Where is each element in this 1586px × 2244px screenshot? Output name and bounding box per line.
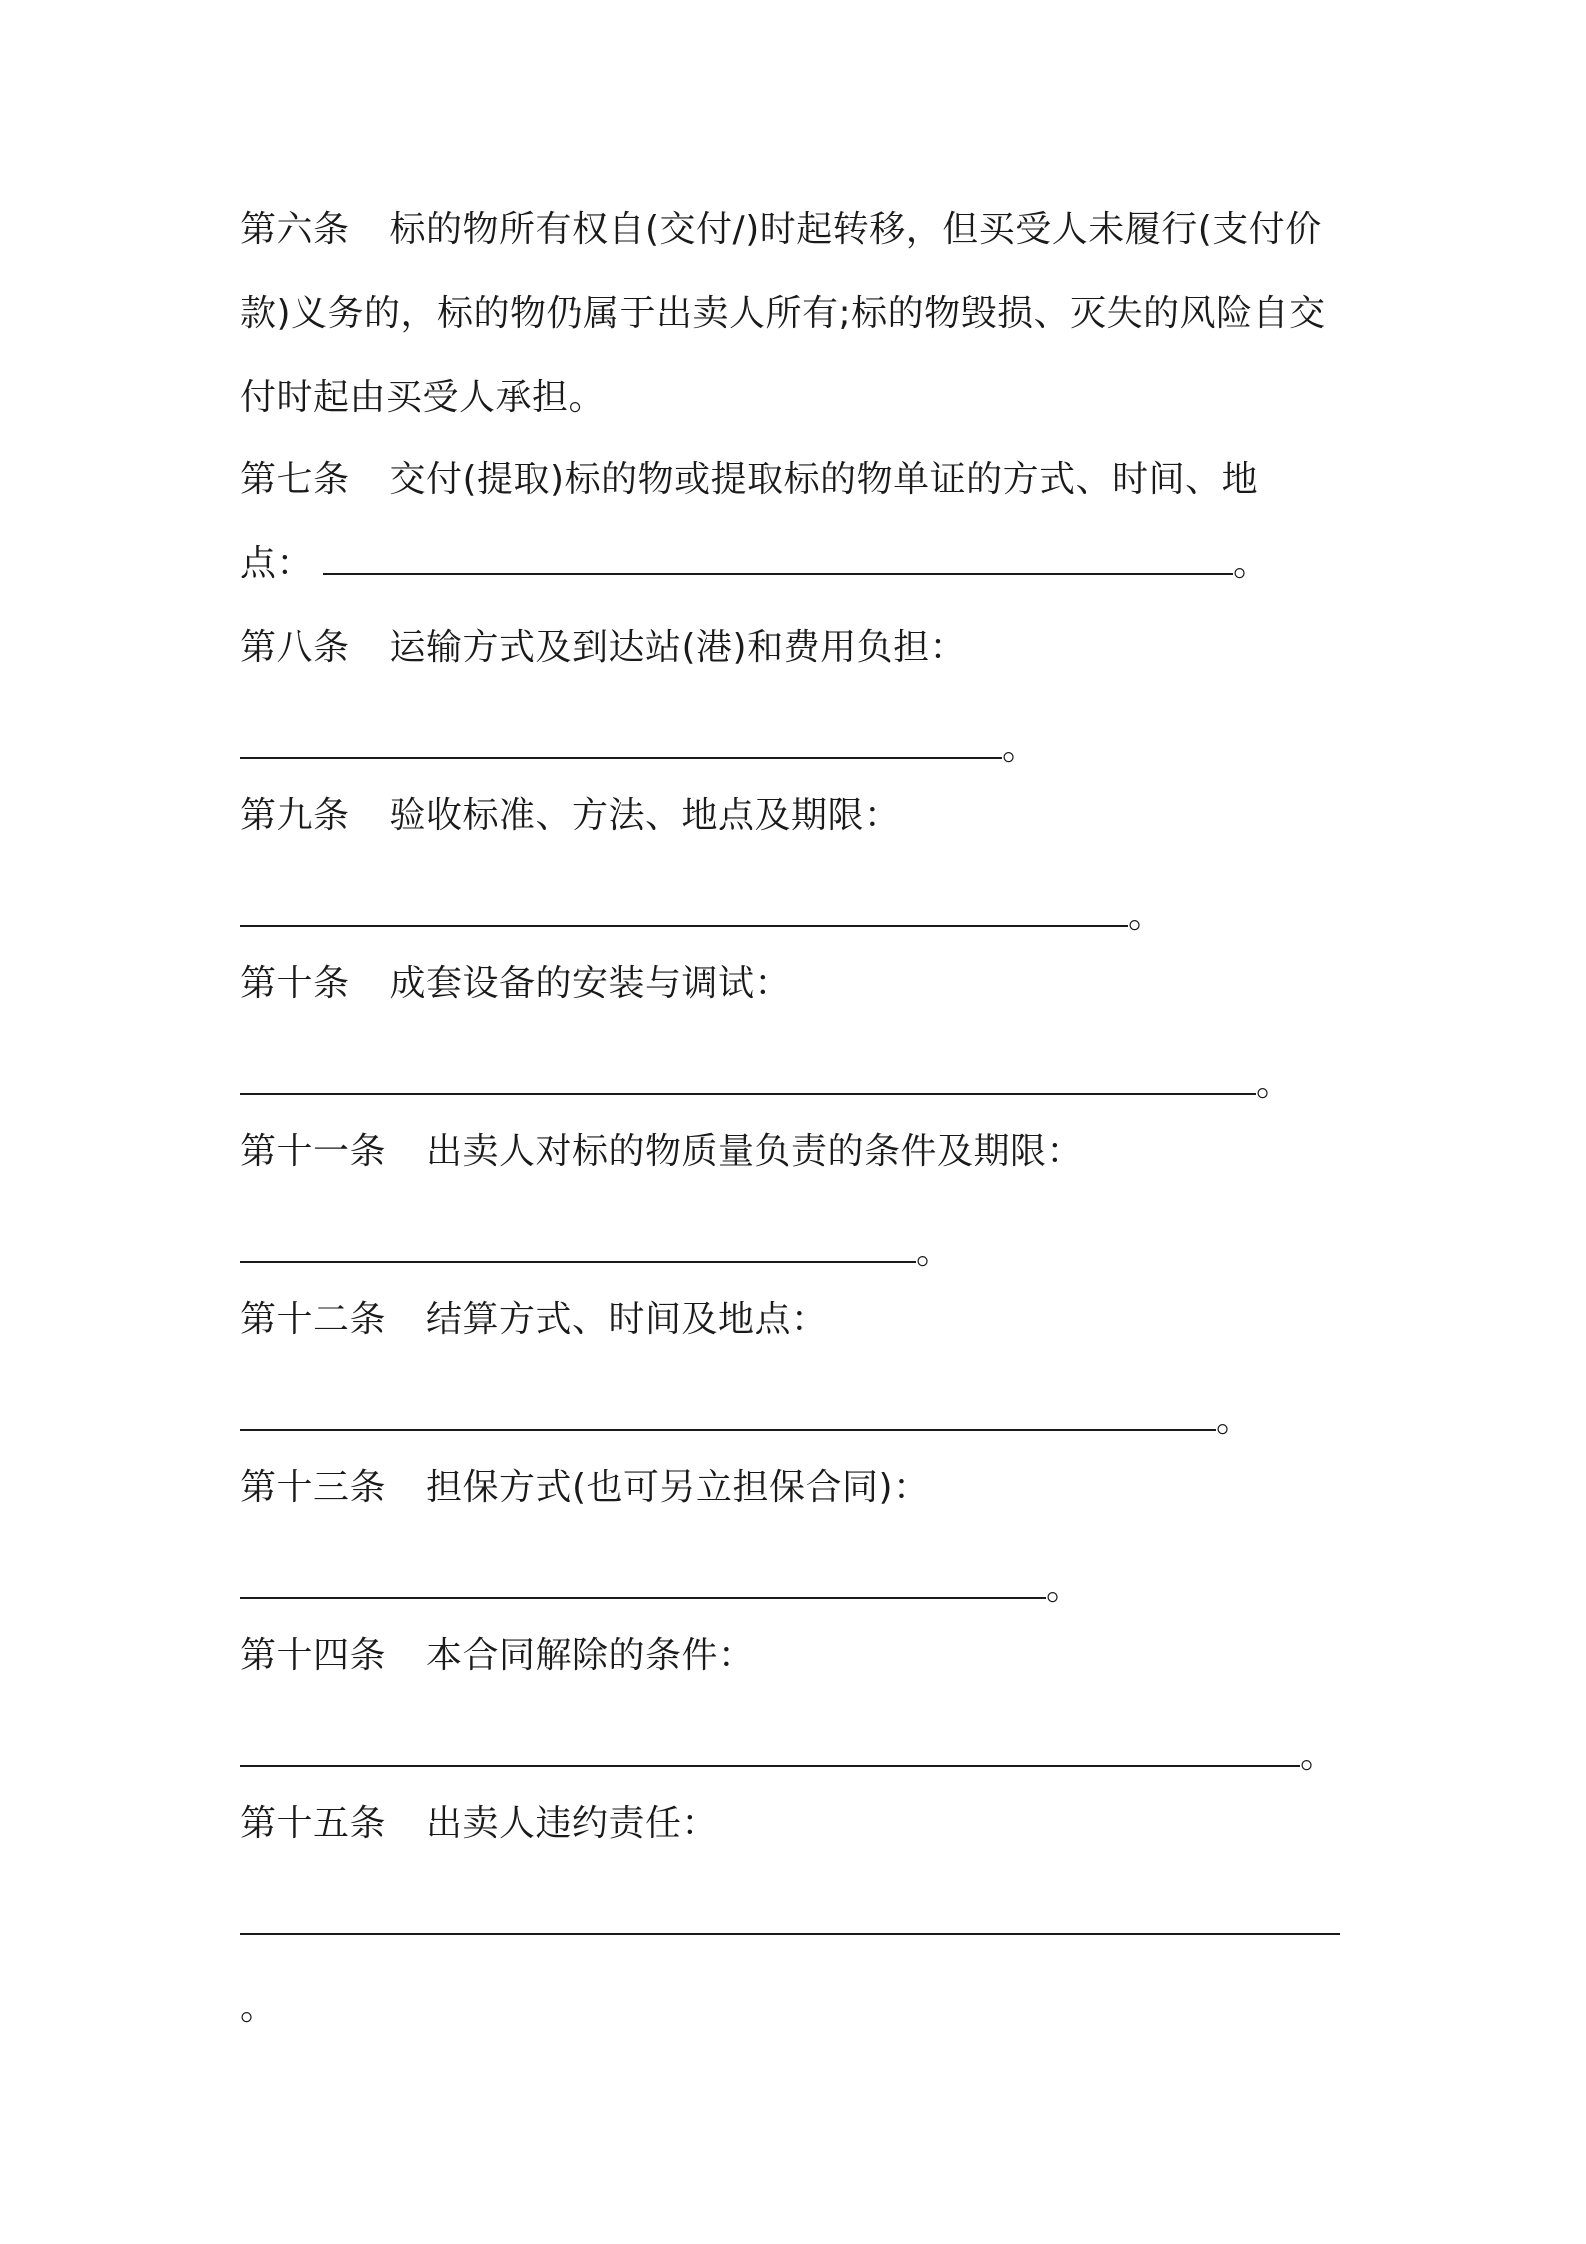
- clause-14: [240, 1614, 755, 1698]
- clause-number: 第七条: [240, 459, 350, 500]
- clause-7: [240, 438, 1258, 522]
- clause-15: [240, 1782, 718, 1866]
- clause-number: 第十一条: [240, 1131, 387, 1172]
- fill-blank[interactable]: [240, 875, 1128, 927]
- clause-number: 第十二条: [240, 1299, 387, 1340]
- clause-9: [240, 774, 901, 858]
- end-period: 。: [1128, 895, 1165, 936]
- clause-text: 验收标准、方法、地点及期限：: [389, 795, 901, 836]
- clause-number: 第十四条: [240, 1635, 387, 1676]
- clause-8: [240, 606, 966, 690]
- fill-blank[interactable]: [240, 1043, 1256, 1095]
- clause-number: 第六条: [240, 209, 350, 250]
- clause-number: 第十五条: [240, 1803, 387, 1844]
- fill-blank[interactable]: [323, 523, 1233, 575]
- end-period: 。: [1002, 727, 1039, 768]
- clause-15-blank-line: [240, 1882, 1340, 1966]
- fill-blank[interactable]: [240, 1883, 1340, 1935]
- clause-text: 出卖人对标的物质量负责的条件及期限：: [426, 1131, 1084, 1172]
- fill-blank[interactable]: [240, 707, 1002, 759]
- clause-text: 交付(提取)标的物或提取标的物单证的方式、时间、地: [389, 459, 1259, 500]
- clause-12: [240, 1278, 828, 1362]
- fill-blank[interactable]: [240, 1547, 1046, 1599]
- clause-text: 本合同解除的条件：: [426, 1635, 755, 1676]
- clause-7-continued: [240, 522, 1270, 606]
- clause-text: 出卖人违约责任：: [426, 1803, 719, 1844]
- end-period: 。: [240, 1987, 277, 2028]
- clause-number: 第九条: [240, 795, 350, 836]
- end-period: 。: [916, 1231, 953, 1272]
- end-period: 。: [1233, 543, 1270, 584]
- end-period: 。: [1300, 1735, 1337, 1776]
- end-period: 。: [1216, 1399, 1253, 1440]
- clause-10: [240, 942, 791, 1026]
- clause-text-continued: 点：: [240, 543, 314, 584]
- clause-11: [240, 1110, 1083, 1194]
- clause-text: 标的物所有权自(交付/)时起转移，但买受人未履行(支付价款)义务的，标的物仍属于出卖人所有;标的物毁损、灭失的风险自交付时起由买受人承担。: [240, 209, 1326, 418]
- clause-number: 第八条: [240, 627, 350, 668]
- clause-6: [240, 188, 1360, 440]
- clause-number: 第十条: [240, 963, 350, 1004]
- clause-text: 运输方式及到达站(港)和费用负担：: [389, 627, 967, 668]
- clause-number: 第十三条: [240, 1467, 387, 1508]
- clause-text: 成套设备的安装与调试：: [389, 963, 792, 1004]
- end-period: 。: [1256, 1063, 1293, 1104]
- fill-blank[interactable]: [240, 1379, 1216, 1431]
- fill-blank[interactable]: [240, 1211, 916, 1263]
- fill-blank[interactable]: [240, 1715, 1300, 1767]
- clause-text: 结算方式、时间及地点：: [426, 1299, 828, 1340]
- end-period: 。: [1046, 1567, 1083, 1608]
- clause-13: [240, 1446, 930, 1530]
- clause-15-end: [240, 1966, 277, 2050]
- clause-text: 担保方式(也可另立担保合同)：: [426, 1467, 930, 1508]
